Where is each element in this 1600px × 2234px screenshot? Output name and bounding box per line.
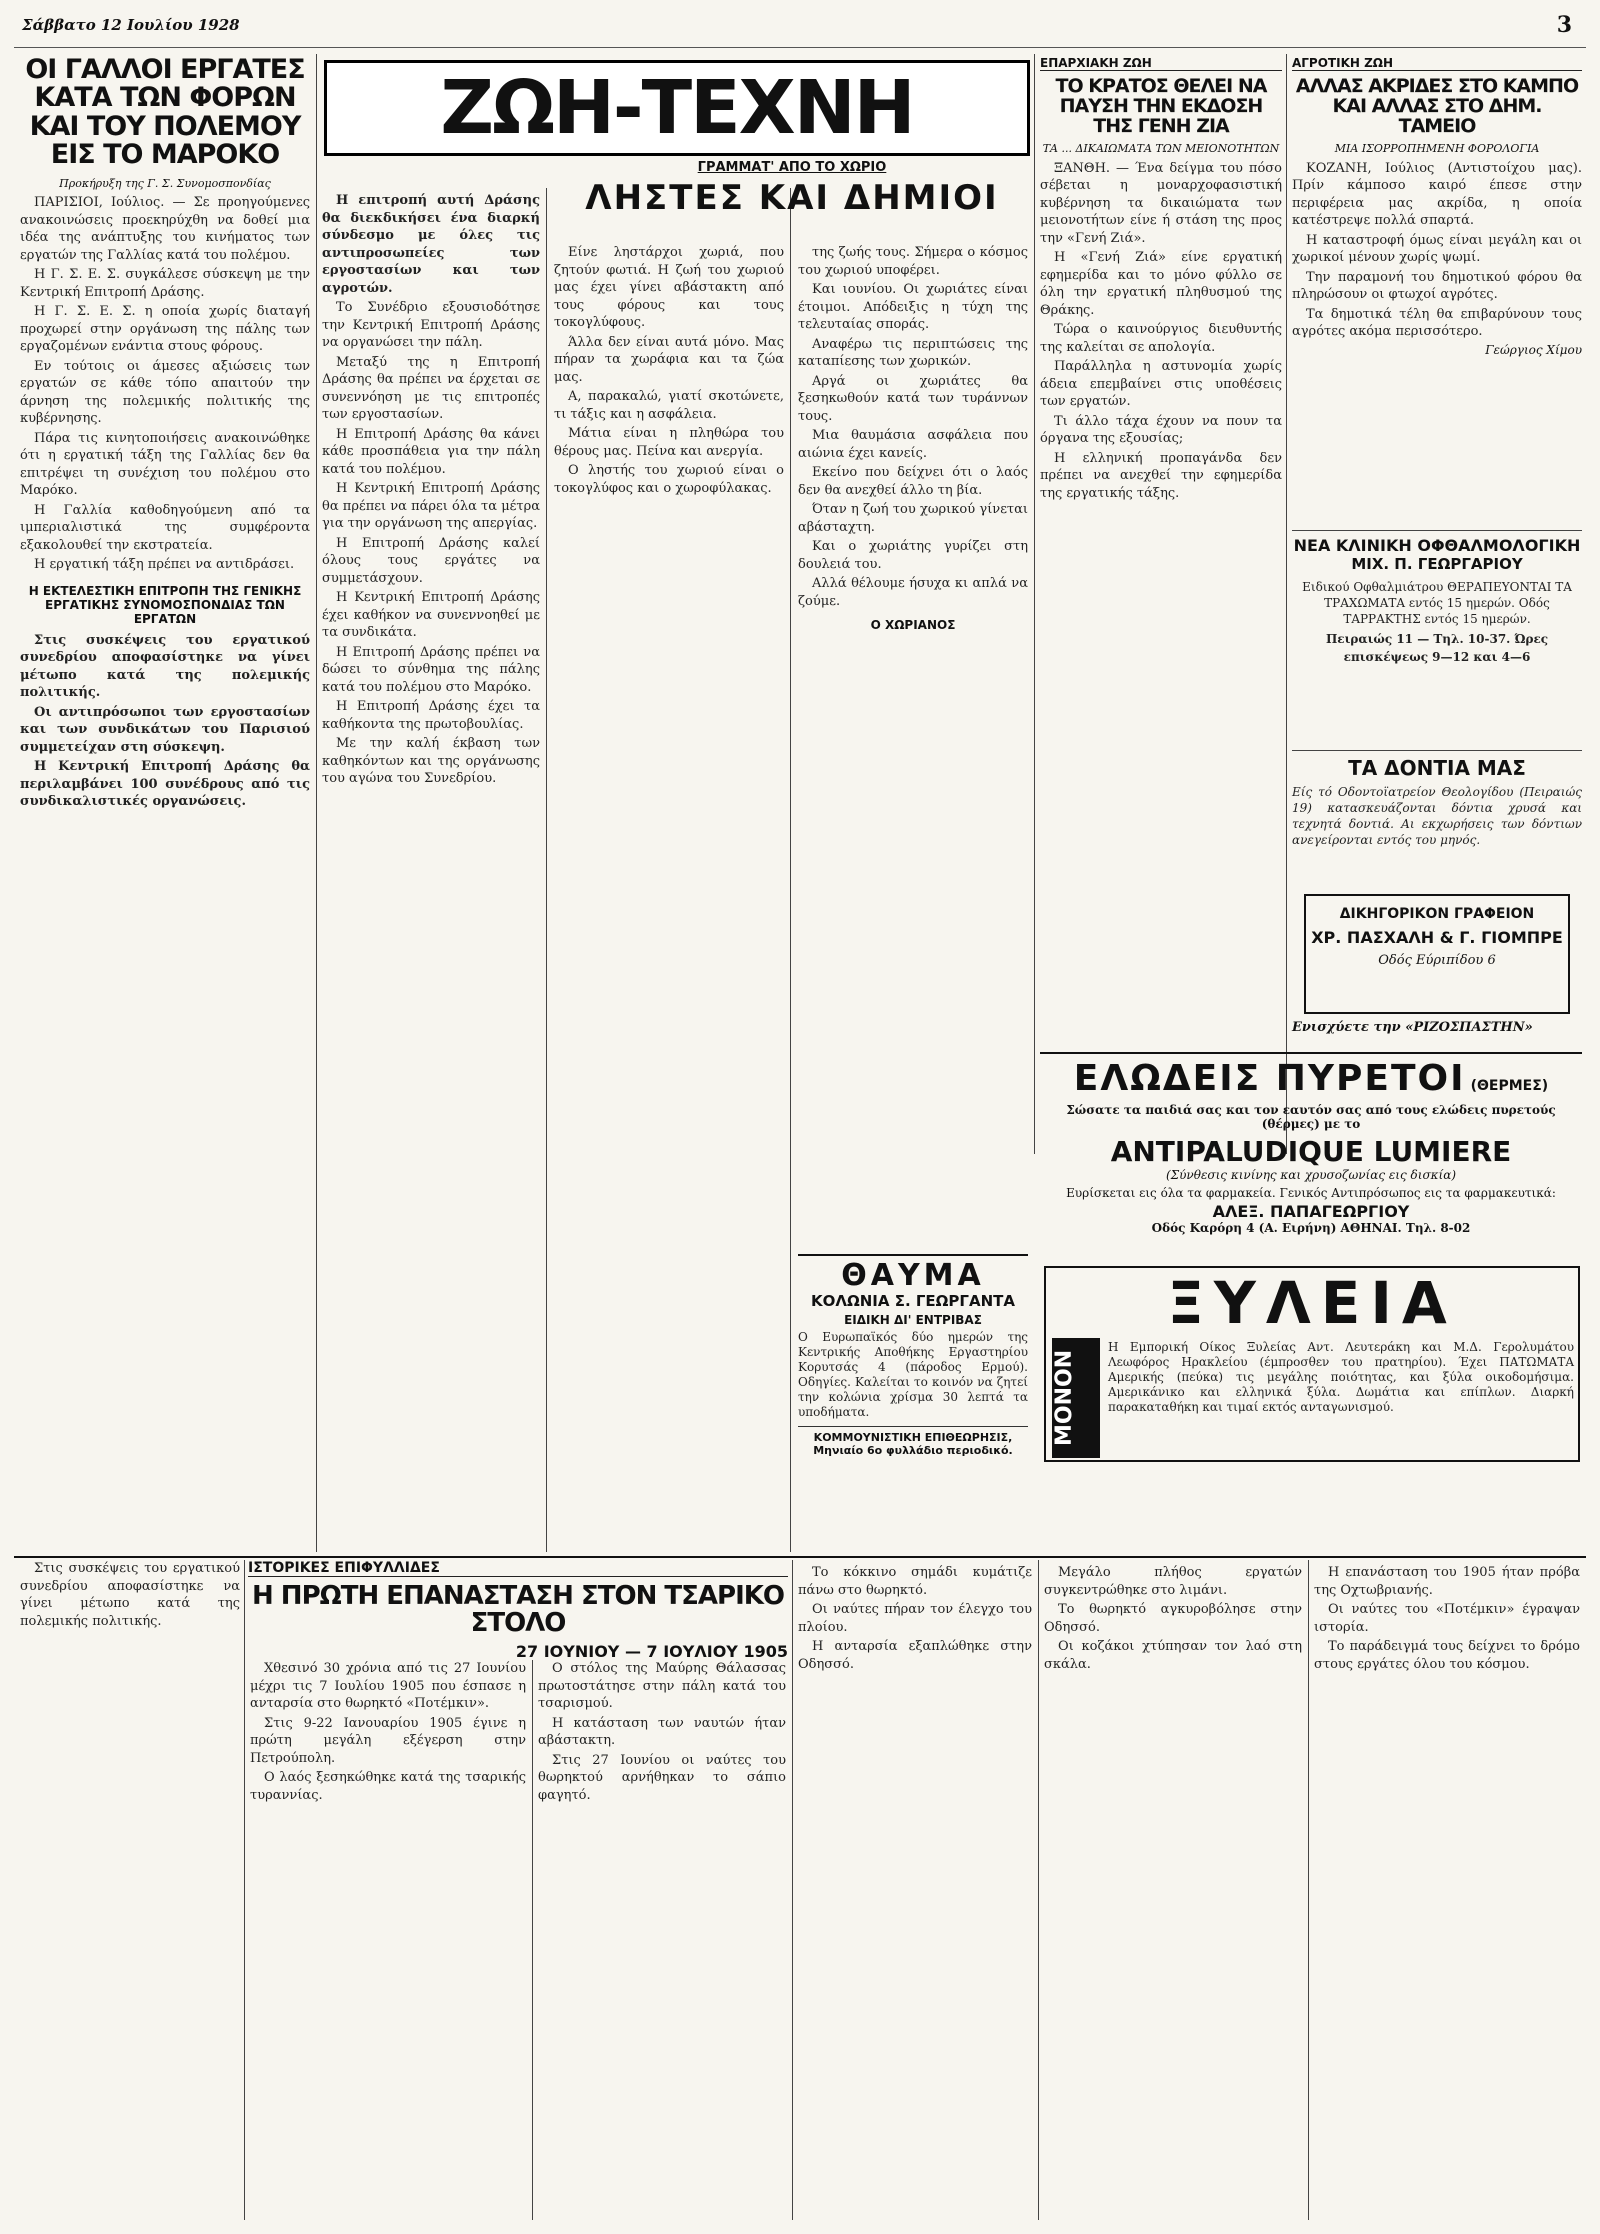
paragraph: Η Κεντρική Επιτροπή Δράσης έχει καθήκον να συνεννοηθεί με τα συνδικάτα. [322,590,540,640]
paragraph: Η Κεντρική Επιτροπή Δράσης θα περιλαμβάνει 100 συνέδρους από τις συνδικαλιστικές οργανώσεις. [20,759,310,810]
section-label: ΙΣΤΟΡΙΚΕΣ ΕΠΙΦΥΛΛΙΔΕΣ [248,1560,788,1577]
headline: ΛΗΣΤΕΣ ΚΑΙ ΔΗΜΙΟΙ [585,178,999,218]
paragraph: Μάτια είναι η πληθώρα του θέρους μας. Πείνα και ανεργία. [554,426,784,459]
headline: ΟΙ ΓΑΛΛΟΙ ΕΡΓΑΤΕΣ ΚΑΤΑ ΤΩΝ ΦΟΡΩΝ ΚΑΙ ΤΟΥ ΠΟΛΕΜΟΥ ΕΙΣ ΤΟ ΜΑΡΟΚΟ [25,54,305,171]
ad-kommounistiki: ΚΟΜΜΟΥΝΙΣΤΙΚΗ ΕΠΙΘΕΩΡΗΣΙΣ, Μηνιαίο 6ο φυλλάδιο περιοδικό. [798,1426,1028,1457]
ad-only-label: ΜΟΝΟΝ [1052,1338,1100,1458]
feuilleton-col-c [798,1564,1032,2220]
paragraph: Η κατάσταση των ναυτών ήταν αβάστακτη. [538,1715,786,1748]
ad-hours: Πειραιώς 11 — Τηλ. 10-37. Ώρες επισκέψεως 9—12 και 4—6 [1325,632,1549,664]
ad-body: Ο Ευρωπαϊκός δύο ημερών της Κεντρικής Αποθήκης Εργαστηρίου Κορυτσάς 4 (πάροδος Ερμού). Οδηγίες. Καλείται το κοινόν να ζητεί την κολώνια χρίσμα 30 λεπτά τα υποδήματα. [798,1329,1028,1419]
paragraph: Η καταστροφή όμως είναι μεγάλη και οι χωρικοί μένουν χωρίς ψωμί. [1292,232,1582,266]
article-french-workers [20,56,310,1552]
paragraph: Η «Γενή Ζιά» είνε εργατική εφημερίδα και το μόνο φύλλο σε όλη την εργατική πληθυσμού της Θράκης. [1040,250,1282,318]
paragraph: Πάρα τις κινητοποιήσεις ανακοινώθηκε ότι η εργατική τάξη της Γαλλίας δεν θα επιτρέψει τη συνέχιση του πολέμου στο Μαρόκο. [20,430,310,499]
paragraph: Τα δημοτικά τέλη θα επιβαρύνουν τους αγρότες ακόμα περισσότερο. [1292,306,1582,340]
ad-dist: Ευρίσκεται εις όλα τα φαρμακεία. Γενικός Αντιπρόσωπος εις τα φαρμακευτικά: [1066,1186,1556,1200]
ad-subtitle: ΚΟΛΩΝΙΑ Σ. ΓΕΩΡΓΑΝΤΑ [811,1291,1015,1310]
ad-sub: (Σύνθεσις κινίνης και χρυσοζωνίας εις δισκία) [1165,1168,1457,1182]
ad-title: ΤΑ ΔΟΝΤΙΑ ΜΑΣ [1348,756,1526,780]
paragraph: Η Γαλλία καθοδηγούμενη από τα ιμπεριαλιστικά της συμφέροντα εξακολουθεί την εκστρατεία. [20,502,310,553]
paragraph: Και ο χωριάτης γυρίζει στη δουλειά του. [798,539,1028,572]
masthead-logo [324,60,1030,156]
ad-address: Οδός Καρόρη 4 (Α. Ειρήνη) ΑΘΗΝΑΙ. Τηλ. 8-02 [1151,1221,1471,1235]
column-rule [1038,1560,1039,2220]
headline: ΤΟ ΚΡΑΤΟΣ ΘΕΛΕΙ ΝΑ ΠΑΥΣΗ ΤΗΝ ΕΚΔΟΣΗ ΤΗΣ ΓΕΝΗ ΖΙΑ [1055,75,1267,137]
paragraph: Αναφέρω τις περιπτώσεις της καταπίεσης των χωρικών. [798,336,1028,369]
paragraph: Η εργατική τάξη πρέπει να αντιδράσει. [34,557,295,573]
subhead: Προκήρυξη της Γ. Σ. Συνομοσπονδίας [59,177,271,191]
paragraph: Οι ναύτες του «Ποτέμκιν» έγραψαν ιστορία. [1314,1602,1580,1635]
headline: ΑΛΛΑΣ ΑΚΡΙΔΕΣ ΣΤΟ ΚΑΜΠΟ ΚΑΙ ΑΛΛΑΣ ΣΤΟ ΔΗΜ. ΤΑΜΕΙΟ [1295,75,1579,137]
ad-fever [1040,1052,1582,1258]
paragraph: Εκείνο που δείχνει ότι ο λαός δεν θα ανεχθεί άλλο τη βία. [798,465,1028,498]
section-rule [1292,530,1582,531]
feuilleton-col-a [250,1660,526,2220]
paragraph: ΠΑΡΙΣΙΟΙ, Ιούλιος. — Σε προηγούμενες ανακοινώσεις προεκηρύχθη να δοθεί μια ιδέα της ανάπτυξης του κινήματος των εργατών της Γαλλίας κατά του πολέμου. [20,195,310,263]
article-bandits-continued [798,244,1028,1244]
paragraph: Η Γ. Σ. Ε. Σ. η οποία χωρίς διαταγή προχωρεί στην οργάνωση της πάλης των εργαζομένων ενάντια στους φόρους. [20,304,310,355]
kicker: ΓΡΑΜΜΑΤ' ΑΠΟ ΤΟ ΧΩΡΙΟ [697,160,887,175]
paragraph: Και ιουνίου. Οι χωριάτες είναι έτοιμοι. Απόδειξις η τύχη της τελευταίας σποράς. [798,282,1028,332]
paragraph: Η Επιτροπή Δράσης καλεί όλους τους εργάτες να συμμετάσχουν. [322,535,540,586]
page-number: 3 [1556,12,1572,38]
paragraph: Η Επιτροπή Δράσης έχει τα καθήκοντα της πρωτοβουλίας. [322,699,540,732]
paragraph: Η Γ. Σ. Ε. Σ. συγκάλεσε σύσκεψη με την Κεντρική Επιτροπή Δράσης. [20,267,310,300]
feuilleton-col-b [538,1660,786,2220]
ad-title: ΘΑΥΜΑ [841,1258,985,1293]
ad-thavma [798,1254,1028,1552]
paragraph: ΞΑΝΘΗ. — Ένα δείγμα του πόσο σέβεται η μοναρχοφασιστική κυβέρνηση τα δικαιώματα των μειονοτήτων είνε ή στάση της προς την «Γενή Ζιά». [1040,160,1282,246]
ad-title: ΞΥΛΕΙΑ [1167,1269,1457,1337]
column-rule [1286,54,1287,1154]
ad-eye-clinic [1292,536,1582,746]
headline: Η ΠΡΩΤΗ ΕΠΑΝΑΣΤΑΣΗ ΣΤΟΝ ΤΣΑΡΙΚΟ ΣΤΟΛΟ [252,1581,784,1639]
paragraph: Είνε ληστάρχοι χωριά, που ζητούν φωτιά. Η ζωή του χωριού μας έχει γίνει αβάστακτη από τους φόρους και τους τοκογλύφους. [554,245,784,330]
ad-name: ΜΙΧ. Π. ΓΕΩΡΓΑΡΙΟΥ [1351,555,1523,573]
paragraph: Άλλα δεν είναι αυτά μόνο. Μας πήραν τα χωράφια και τα ζώα μας. [554,334,784,385]
column-rule [316,54,317,1552]
dateline: 27 ΙΟΥΝΙΟΥ — 7 ΙΟΥΛΙΟΥ 1905 [515,1641,788,1661]
column-rule [532,1660,533,2220]
ad-product: ANTIPALUDIQUE LUMIERE [1110,1135,1512,1168]
article-locusts [1292,56,1582,526]
issue-date: Σάββατο 12 Ιουλίου 1928 [22,16,240,34]
section-label: ΑΓΡΟΤΙΚΗ ΖΩΗ [1292,56,1582,71]
article-body [322,192,540,788]
section-rule [1292,750,1582,751]
article-body [554,244,784,497]
ad-tag: (ΘΕΡΜΕΣ) [1470,1078,1549,1094]
ad-name: ΧΡ. ΠΑΣΧΑΛΗ & Γ. ΓΙΟΜΠΡΕ [1311,928,1563,947]
paragraph: Στις συσκέψεις του εργατικού συνεδρίου αποφασίστηκε να γίνει μέτωπο κατά της πολεμικής πολιτικής. [20,1561,240,1629]
masthead-date-line [14,8,1586,48]
subsection-title: Η ΕΚΤΕΛΕΣΤΙΚΗ ΕΠΙΤΡΟΠΗ ΤΗΣ ΓΕΝΙΚΗΣ ΕΡΓΑΤΙΚΗΣ ΣΥΝΟΜΟΣΠΟΝΔΙΑΣ ΤΩΝ ΕΡΓΑΤΩΝ [28,583,302,626]
ad-body: Είς τό Οδοντοϊατρείον Θεολογίδου (Πειραιώς 19) κατασκευάζονται δόντια χρυσά και τεχνητά δοντιά. Αι εκχωρήσεις των δόντιων ανεγείρονται εντός του μηνός. [1292,785,1582,847]
ad-body: Η Εμπορική Οίκος Ξυλείας Αντ. Λευτεράκη και Μ.Δ. Γερολυμάτου Λεωφόρος Ηρακλείου (έμπροσθεν του πρατηρίου). Έχει ΠΑΤΩΜΑΤΑ Αμερικής (πεύκα) τις μεγάλης ποιότητας, και ξύλα οικοδομήσιμα. Αμερικάνικο και ελληνικά ξύλα. Δωμάτια και επίπλων. Διαρκή παρακαταθήκη και τιμαί εκτός ανταγωνισμού. [1108,1340,1574,1414]
paragraph: Το κόκκινο σημάδι κυμάτιζε πάνω στο θωρηκτό. [798,1565,1032,1598]
ad-timber [1044,1266,1580,1462]
ad-line: Σώσατε τα παιδιά σας και τον εαυτόν σας από τους ελώδεις πυρετούς (θέρμες) με το [1066,1103,1556,1131]
column-rule [1034,54,1035,1154]
paragraph: Αργά οι χωριάτες θα ξεσηκωθούν κατά των τυράννων τους. [798,373,1028,424]
feuilleton-col-d [1044,1564,1302,2220]
paragraph: Η ανταρσία εξαπλώθηκε στην Οδησσό. [798,1639,1032,1672]
feuilleton-header [248,1560,788,1661]
column-rule [546,188,547,1552]
ad-body: Ειδικού Οφθαλμιάτρου ΘΕΡΑΠΕΥΟΝΤΑΙ ΤΑ ΤΡΑΧΩΜΑΤΑ εντός 15 ημερών. Οδός ΤΑΡΡΑΚΤΗΣ εντός 15 ημερών. [1302,580,1572,626]
paragraph: Οι κοζάκοι χτύπησαν τον λαό στη σκάλα. [1044,1639,1302,1672]
paragraph: Η ελληνική προπαγάνδα δεν πρέπει να ανεχθεί την εφημερίδα της εργατικής τάξης. [1040,450,1282,501]
section-rule [14,1556,1586,1558]
ad-agent: ΑΛΕΞ. ΠΑΠΑΓΕΩΡΓΙΟΥ [1212,1202,1410,1221]
paragraph: Μια θαυμάσια ασφάλεια που αιώνια έχει κανείς. [798,428,1028,461]
paragraph: Η επανάσταση του 1905 ήταν πρόβα της Οχτωβριανής. [1314,1565,1580,1598]
paragraph: Η Κεντρική Επιτροπή Δράσης θα πρέπει να πάρει όλα τα μέτρα για την οργάνωση της απεργίας. [322,481,540,531]
feuilleton-col-e [1314,1564,1580,2220]
ad-teeth [1292,756,1582,886]
paragraph: Παράλληλα η αστυνομία χωρίς άδεια επεμβαίνει στις υποθέσεις των εργατών. [1040,359,1282,410]
paragraph: Μεταξύ της η Επιτροπή Δράσης θα πρέπει να έρχεται σε συνεννόηση με τις επιτροπές των εργοστασίων. [322,354,540,422]
paragraph: Η Επιτροπή Δράσης θα κάνει κάθε προσπάθεια για την πάλη κατά του πολέμου. [322,426,540,477]
article-body [798,244,1028,610]
ad-title: ΕΛΩΔΕΙΣ ΠΥΡΕΤΟΙ [1073,1058,1466,1099]
paragraph: Αλλά θέλουμε ήσυχα κι απλά να ζούμε. [798,576,1028,609]
paragraph: Τώρα ο καινούργιος διευθυντής της καλείται σε απολογία. [1040,322,1282,355]
paragraph: της ζωής τους. Σήμερα ο κόσμος του χωριού υποφέρει. [798,245,1028,278]
column-rule [792,1560,793,2220]
paragraph: Το παράδειγμά τους δείχνει το δρόμο στους εργάτες όλου του κόσμου. [1314,1639,1580,1672]
paragraph: Ο ληστής του χωριού είναι ο τοκογλύφος και ο χωροφύλακας. [554,463,784,496]
column-rule [1308,1560,1309,2220]
column-rule [244,1560,245,2220]
paragraph: Μεγάλο πλήθος εργατών συγκεντρώθηκε στο λιμάνι. [1044,1565,1302,1598]
paragraph: Τι άλλο τάχα έχουν να πουν τα όργανα της εξουσίας; [1040,413,1282,447]
village-article-header [554,160,1030,240]
subhead: ΜΙΑ ΙΣΟΡΡΟΠΗΜΕΝΗ ΦΟΡΟΛΟΓΙΑ [1334,141,1540,155]
column-rule [790,188,791,1552]
paragraph: Όταν η ζωή του χωρικού γίνεται αβάσταχτη. [798,502,1028,535]
section-label: ΕΠΑΡΧΙΑΚΗ ΖΩΗ [1040,56,1282,71]
article-bandits [554,244,784,1552]
signature: Ο ΧΩΡΙΑΝΟΣ [870,618,956,632]
article-body-2 [20,632,310,811]
paragraph: Οι αντιπρόσωποι των εργοστασίων και των συνδικάτων του Παρισιού συμμετείχαν στη σύσκεψη. [20,704,310,755]
paragraph: Εν τούτοις οι άμεσες αξιώσεις των εργατών σε κάθε τόπο απαιτούν την άρνηση της πολεμικής πολιτικής της κυβέρνησης. [20,358,310,427]
paragraph: Η επιτροπή αυτή Δράσης θα διεκδικήσει ένα διαρκή σύνδεσμο με όλες τις αντιπροσωπείες των εργοστασίων και των αγροτών. [322,193,540,296]
paragraph: Το θωρηκτό αγκυροβόλησε στην Οδησσό. [1044,1602,1302,1635]
article-french-workers-continued [322,192,540,1552]
paragraph: Ο στόλος της Μαύρης Θάλασσας πρωτοστάτησε στην πάλη κατά του τσαρισμού. [538,1661,786,1711]
ad-address: Οδός Εύριπίδου 6 [1378,953,1496,968]
feuilleton-col-a-continuation [20,1560,240,2220]
ad-title: ΔΙΚΗΓΟΡΙΚΟΝ ΓΡΑΦΕΙΟΝ [1339,906,1535,922]
support-note: Ενισχύετε την «ΡΙΖΟΣΠΑΣΤΗΝ» [1292,1020,1533,1035]
paragraph: Το Συνέδριο εξουσιοδότησε την Κεντρική Επιτροπή Δράσης να οργανώσει την πάλη. [322,300,540,350]
paragraph: Με την καλή έκβαση των καθηκόντων και της οργάνωσης του αγώνα του Συνεδρίου. [322,736,540,786]
paragraph: Στις συσκέψεις του εργατικού συνεδρίου αποφασίστηκε να γίνει μέτωπο κατά της πολεμικής πολιτικής. [20,632,310,701]
signature: Γεώργιος Χίμου [1485,342,1582,357]
paragraph: Την παραμονή του δημοτικού φόρου θα πληρώσουν οι φτωχοί αγρότες. [1292,269,1582,303]
article-geni-zia [1040,56,1282,1154]
paper-name: ΖΩΗ-ΤΕΧΝΗ [440,65,914,151]
paragraph: Στις 27 Ιουνίου οι ναύτες του θωρηκτού αρνήθηκαν το σάπιο φαγητό. [538,1752,786,1803]
paragraph: Ο λαός ξεσηκώθηκε κατά της τσαρικής τυραννίας. [250,1770,526,1803]
ad-line: ΕΙΔΙΚΗ ΔΙ' ΕΝΤΡΙΒΑΣ [844,1312,982,1327]
ad-law-office [1304,894,1570,1014]
paragraph: Χθεσινό 30 χρόνια από τις 27 Ιουνίου μέχρι τις 7 Ιουλίου 1905 που έσπασε η ανταρσία στο θωρηκτό «Ποτέμκιν». [250,1661,526,1711]
ad-title: ΝΕΑ ΚΛΙΝΙΚΗ ΟΦΘΑΛΜΟΛΟΓΙΚΗ [1293,536,1581,555]
paragraph: Οι ναύτες πήραν τον έλεγχο του πλοίου. [798,1602,1032,1635]
paragraph: Η Επιτροπή Δράσης πρέπει να δώσει το σύνθημα της πάλης κατά του πολέμου στο Μαρόκο. [322,644,540,695]
article-body [20,194,310,574]
paragraph: ΚΟΖΑΝΗ, Ιούλιος (Αντιστοίχου μας). Πρίν κάμποσο καιρό έπεσε στην περιφέρεια μας ακρίδα, η οποία κατέστρεψε πολλά σπαρτά. [1292,160,1582,229]
paragraph: Α, παρακαλώ, γιατί σκοτώνετε, τι τάξις και η ασφάλεια. [554,389,784,422]
paragraph: Στις 9-22 Ιανουαρίου 1905 έγινε η πρώτη μεγάλη εξέγερση στην Πετρούπολη. [250,1715,526,1766]
subhead: ΤΑ ... ΔΙΚΑΙΩΜΑΤΑ ΤΩΝ ΜΕΙΟΝΟΤΗΤΩΝ [1042,141,1280,155]
article-body [1292,160,1582,341]
article-body [1040,160,1282,503]
